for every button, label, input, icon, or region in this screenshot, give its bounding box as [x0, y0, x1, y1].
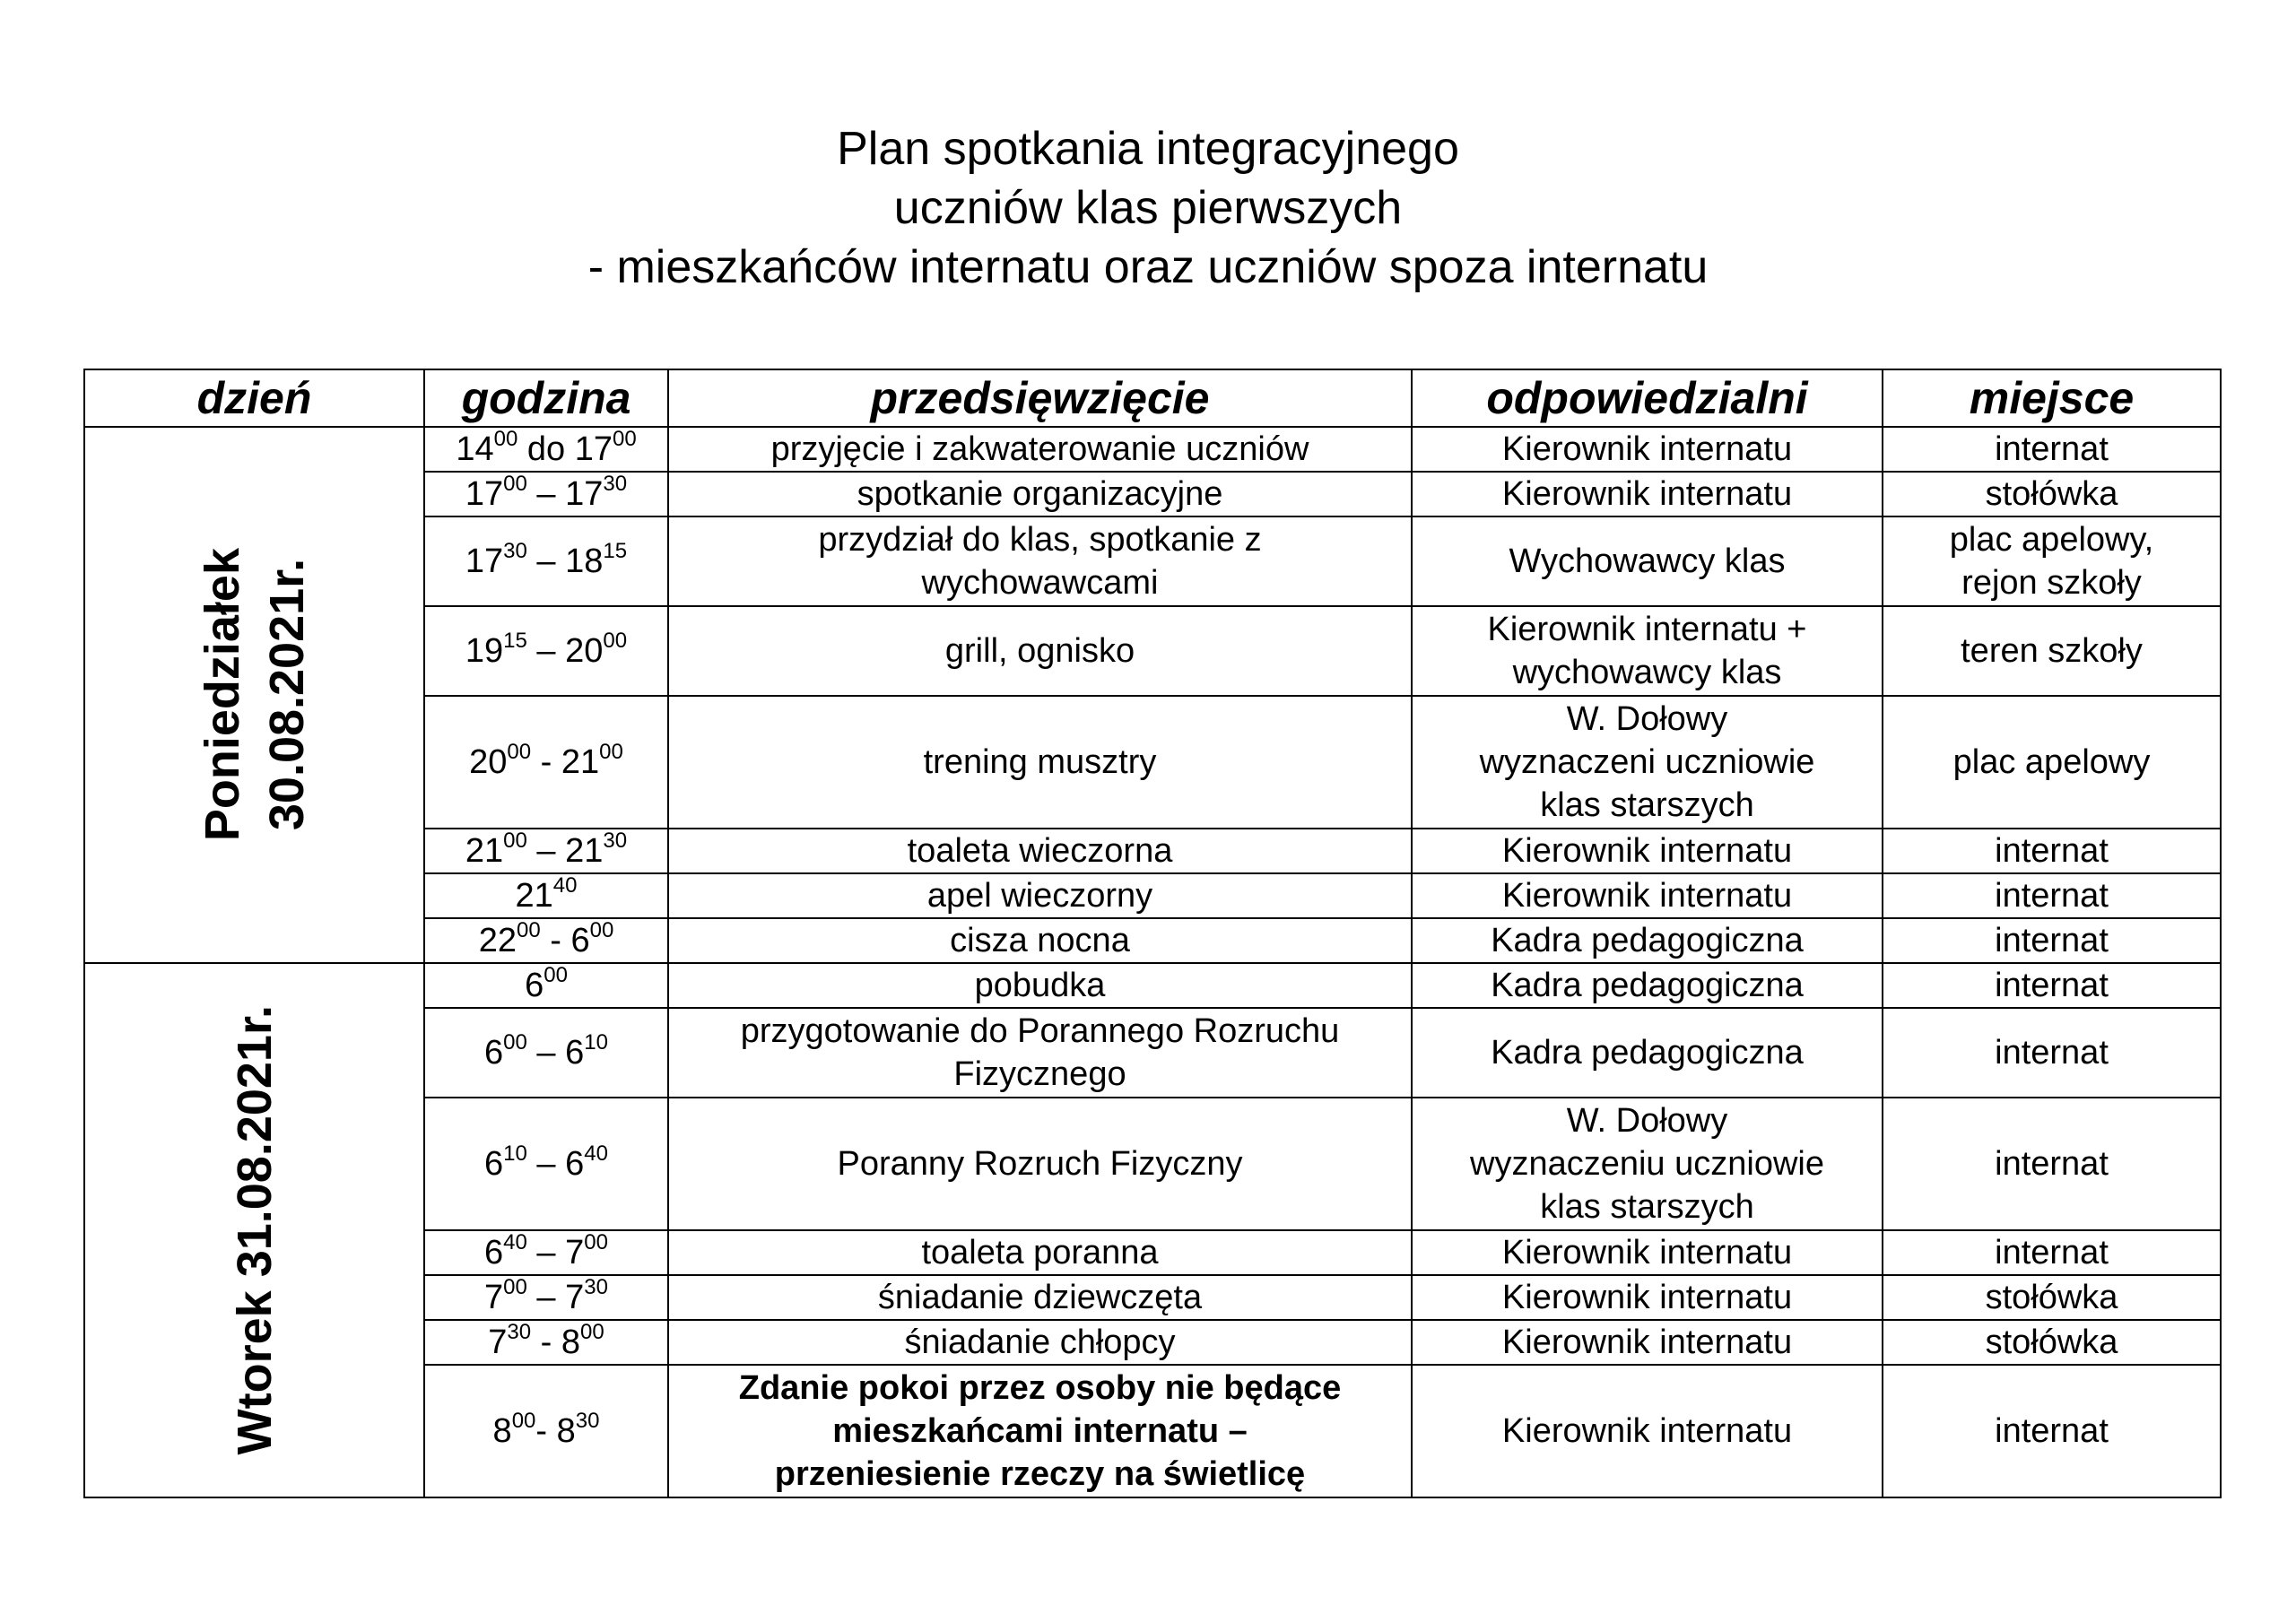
header-place: miejsce [1883, 369, 2221, 427]
place-cell [1883, 472, 2221, 516]
place-cell [1883, 1008, 2221, 1098]
time-minutes: 40 [584, 1141, 608, 1166]
responsible-cell [1412, 1230, 1883, 1275]
responsible-line: Kierownik internatu [1501, 832, 1793, 870]
place-line: stołówka [1985, 1279, 2118, 1316]
time-part: - [531, 743, 561, 781]
time-part: – [526, 632, 566, 670]
time-minutes: 00 [516, 918, 541, 942]
responsible-line: Kierownik internatu [1501, 1412, 1793, 1450]
activity-line: Fizycznego [953, 1055, 1126, 1093]
place-cell [1883, 873, 2221, 918]
place-line: internat [1995, 967, 2109, 1004]
time-part: 17 [574, 430, 613, 468]
time-part: 21 [565, 832, 604, 870]
place-cell [1883, 1098, 2221, 1230]
responsible-line: Kierownik internatu [1501, 1234, 1793, 1271]
place-cell [1883, 1320, 2221, 1365]
time-minutes: 10 [503, 1141, 527, 1166]
day-cell [84, 963, 424, 1497]
activity-cell [668, 1008, 1412, 1098]
activity-cell [668, 1098, 1412, 1230]
responsible-cell [1412, 1320, 1883, 1365]
time-part: 14 [456, 430, 494, 468]
header-day: dzień [84, 369, 424, 427]
activity-line: cisza nocna [950, 922, 1130, 959]
responsible-line: Kadra pedagogiczna [1491, 922, 1804, 959]
place-line: internat [1995, 1234, 2109, 1271]
time-minutes: 30 [603, 472, 628, 496]
time-part: – [526, 1145, 566, 1183]
activity-line: toaleta poranna [921, 1234, 1159, 1271]
place-cell [1883, 918, 2221, 963]
place-line: stołówka [1985, 475, 2118, 513]
time-part: - [540, 922, 571, 959]
activity-line: przeniesienie rzeczy na świetlicę [774, 1455, 1306, 1493]
time-part: – [526, 1234, 566, 1271]
time-part: 7 [565, 1234, 585, 1271]
responsible-cell [1412, 1365, 1883, 1497]
schedule-body [84, 427, 2221, 1497]
day-label-line: Poniedziałek [195, 548, 249, 842]
time-cell [424, 918, 668, 963]
activity-line: przyjęcie i zakwaterowanie uczniów [770, 430, 1309, 468]
responsible-line: Kierownik internatu [1501, 877, 1793, 915]
title-line-3: - mieszkańców internatu oraz uczniów spoza internatu [587, 241, 1709, 293]
header-time: godzina [424, 369, 668, 427]
time-part: 21 [561, 743, 600, 781]
time-minutes: 00 [603, 629, 628, 653]
responsible-cell [1412, 1275, 1883, 1320]
responsible-line: W. Dołowy [1566, 1102, 1728, 1140]
activity-cell [668, 472, 1412, 516]
responsible-line: Kierownik internatu [1501, 430, 1793, 468]
time-part: 21 [465, 832, 504, 870]
schedule-table [83, 369, 2222, 1498]
table-row [84, 963, 2221, 1008]
document-title [0, 119, 2296, 297]
time-cell [424, 1098, 668, 1230]
time-minutes: 00 [511, 1409, 536, 1433]
place-cell [1883, 1275, 2221, 1320]
activity-line: przygotowanie do Porannego Rozruchu [740, 1012, 1340, 1050]
activity-line: pobudka [974, 967, 1106, 1004]
time-minutes: 00 [599, 740, 623, 764]
activity-line: śniadanie chłopcy [904, 1324, 1176, 1361]
time-part: 6 [525, 967, 544, 1004]
day-label [190, 548, 319, 841]
responsible-cell [1412, 472, 1883, 516]
time-part: 8 [561, 1324, 581, 1361]
activity-cell [668, 1320, 1412, 1365]
time-cell [424, 1230, 668, 1275]
title-line-2: uczniów klas pierwszych [893, 182, 1403, 234]
responsible-cell [1412, 1008, 1883, 1098]
place-line: internat [1995, 1412, 2109, 1450]
time-minutes: 30 [584, 1275, 608, 1299]
responsible-line: Kierownik internatu [1501, 1324, 1793, 1361]
place-cell [1883, 829, 2221, 873]
place-line: internat [1995, 877, 2109, 915]
time-part: – [526, 1034, 566, 1072]
responsible-line: W. Dołowy [1566, 700, 1728, 738]
activity-cell [668, 606, 1412, 696]
time-minutes: 00 [503, 829, 527, 853]
activity-line: mieszkańcami internatu – [832, 1412, 1248, 1450]
time-minutes: 30 [503, 539, 527, 563]
time-minutes: 00 [493, 427, 518, 451]
time-minutes: 30 [575, 1409, 600, 1433]
responsible-cell [1412, 829, 1883, 873]
place-line: internat [1995, 430, 2109, 468]
place-line: internat [1995, 832, 2109, 870]
place-cell [1883, 1365, 2221, 1497]
activity-line: przydział do klas, spotkanie z [818, 521, 1262, 559]
time-minutes: 00 [580, 1320, 604, 1344]
place-line: stołówka [1985, 1324, 2118, 1361]
responsible-cell [1412, 427, 1883, 472]
time-part: 20 [565, 632, 604, 670]
table-row [84, 427, 2221, 472]
responsible-cell [1412, 516, 1883, 606]
time-part: 19 [465, 632, 504, 670]
time-minutes: 40 [552, 873, 578, 898]
time-minutes: 00 [612, 427, 637, 451]
time-cell [424, 873, 668, 918]
activity-line: Poranny Rozruch Fizyczny [837, 1145, 1243, 1183]
time-cell [424, 472, 668, 516]
time-part: 8 [556, 1412, 576, 1450]
time-part: 17 [465, 542, 504, 580]
activity-line: śniadanie dziewczęta [877, 1279, 1203, 1316]
place-cell [1883, 1230, 2221, 1275]
time-part: 6 [570, 922, 590, 959]
time-part: 7 [488, 1324, 508, 1361]
activity-cell [668, 427, 1412, 472]
time-part: - [531, 1324, 561, 1361]
time-part: 7 [565, 1279, 585, 1316]
responsible-cell [1412, 918, 1883, 963]
place-line: rejon szkoły [1961, 564, 2142, 602]
day-cell [84, 427, 424, 963]
time-minutes: 00 [544, 963, 568, 987]
activity-cell [668, 963, 1412, 1008]
responsible-cell [1412, 696, 1883, 829]
time-part: 17 [465, 475, 504, 513]
place-cell [1883, 963, 2221, 1008]
activity-cell [668, 829, 1412, 873]
header-activity: przedsięwzięcie [668, 369, 1412, 427]
place-line: internat [1995, 1145, 2109, 1183]
title-line-1: Plan spotkania integracyjnego [837, 123, 1459, 175]
day-label [222, 1005, 287, 1454]
time-minutes: 30 [507, 1320, 532, 1344]
responsible-line: Kierownik internatu [1501, 475, 1793, 513]
responsible-line: wyznaczeni uczniowie [1479, 743, 1815, 781]
place-cell [1883, 516, 2221, 606]
time-part: 6 [565, 1034, 585, 1072]
time-part: 6 [565, 1145, 585, 1183]
responsible-line: Wychowawcy klas [1509, 542, 1786, 580]
activity-cell [668, 918, 1412, 963]
time-cell [424, 1365, 668, 1497]
responsible-cell [1412, 606, 1883, 696]
time-minutes: 15 [503, 629, 527, 653]
place-cell [1883, 606, 2221, 696]
time-part: - [535, 1412, 557, 1450]
time-cell [424, 427, 668, 472]
place-line: teren szkoły [1961, 632, 2143, 670]
responsible-line: klas starszych [1540, 1188, 1754, 1226]
responsible-line: Kierownik internatu + [1487, 611, 1807, 648]
day-label-line: Wtorek 31.08.2021r. [227, 1005, 282, 1455]
time-cell [424, 963, 668, 1008]
responsible-cell [1412, 963, 1883, 1008]
time-cell [424, 829, 668, 873]
activity-line: Zdanie pokoi przez osoby nie będące [738, 1369, 1342, 1407]
time-minutes: 10 [584, 1030, 608, 1055]
time-minutes: 40 [503, 1230, 527, 1254]
time-minutes: 00 [503, 1030, 527, 1055]
responsible-line: Kierownik internatu [1501, 1279, 1793, 1316]
place-cell [1883, 696, 2221, 829]
time-minutes: 00 [507, 740, 532, 764]
place-cell [1883, 427, 2221, 472]
time-part: do [517, 430, 575, 468]
time-part: 22 [478, 922, 517, 959]
activity-line: trening musztry [923, 743, 1157, 781]
activity-line: spotkanie organizacyjne [857, 475, 1223, 513]
activity-line: grill, ognisko [944, 632, 1135, 670]
activity-line: toaleta wieczorna [907, 832, 1173, 870]
responsible-line: Kadra pedagogiczna [1491, 1034, 1804, 1072]
time-cell [424, 1275, 668, 1320]
time-part: – [526, 1279, 566, 1316]
time-minutes: 00 [503, 1275, 527, 1299]
time-minutes: 15 [603, 539, 628, 563]
responsible-cell [1412, 1098, 1883, 1230]
header-responsible: odpowiedzialni [1412, 369, 1883, 427]
time-part: – [526, 475, 566, 513]
time-part: 7 [484, 1279, 504, 1316]
activity-cell [668, 1230, 1412, 1275]
time-part: – [526, 832, 566, 870]
time-part: 8 [492, 1412, 512, 1450]
responsible-cell [1412, 873, 1883, 918]
time-part: 20 [469, 743, 508, 781]
place-line: internat [1995, 922, 2109, 959]
time-part: 6 [484, 1145, 504, 1183]
place-line: plac apelowy, [1949, 521, 2154, 559]
place-line: internat [1995, 1034, 2109, 1072]
time-part: 18 [565, 542, 604, 580]
time-minutes: 00 [503, 472, 527, 496]
time-cell [424, 1008, 668, 1098]
activity-line: apel wieczorny [926, 877, 1153, 915]
time-minutes: 00 [589, 918, 614, 942]
time-minutes: 00 [584, 1230, 608, 1254]
time-cell [424, 1320, 668, 1365]
activity-cell [668, 1365, 1412, 1497]
time-part: 21 [515, 877, 553, 915]
responsible-line: wychowawcy klas [1512, 654, 1782, 691]
time-part: 6 [484, 1234, 504, 1271]
time-cell [424, 606, 668, 696]
time-cell [424, 516, 668, 606]
activity-cell [668, 873, 1412, 918]
time-cell [424, 696, 668, 829]
time-part: 17 [565, 475, 604, 513]
activity-cell [668, 1275, 1412, 1320]
activity-line: wychowawcami [921, 564, 1159, 602]
time-minutes: 30 [603, 829, 628, 853]
responsible-line: klas starszych [1540, 786, 1754, 824]
activity-cell [668, 516, 1412, 606]
header-row [84, 369, 2221, 427]
responsible-line: Kadra pedagogiczna [1491, 967, 1804, 1004]
time-part: 6 [484, 1034, 504, 1072]
time-part: – [526, 542, 566, 580]
place-line: plac apelowy [1952, 743, 2151, 781]
day-label-line: 30.08.2021r. [259, 559, 314, 831]
responsible-line: wyznaczeniu uczniowie [1470, 1145, 1824, 1183]
activity-cell [668, 696, 1412, 829]
